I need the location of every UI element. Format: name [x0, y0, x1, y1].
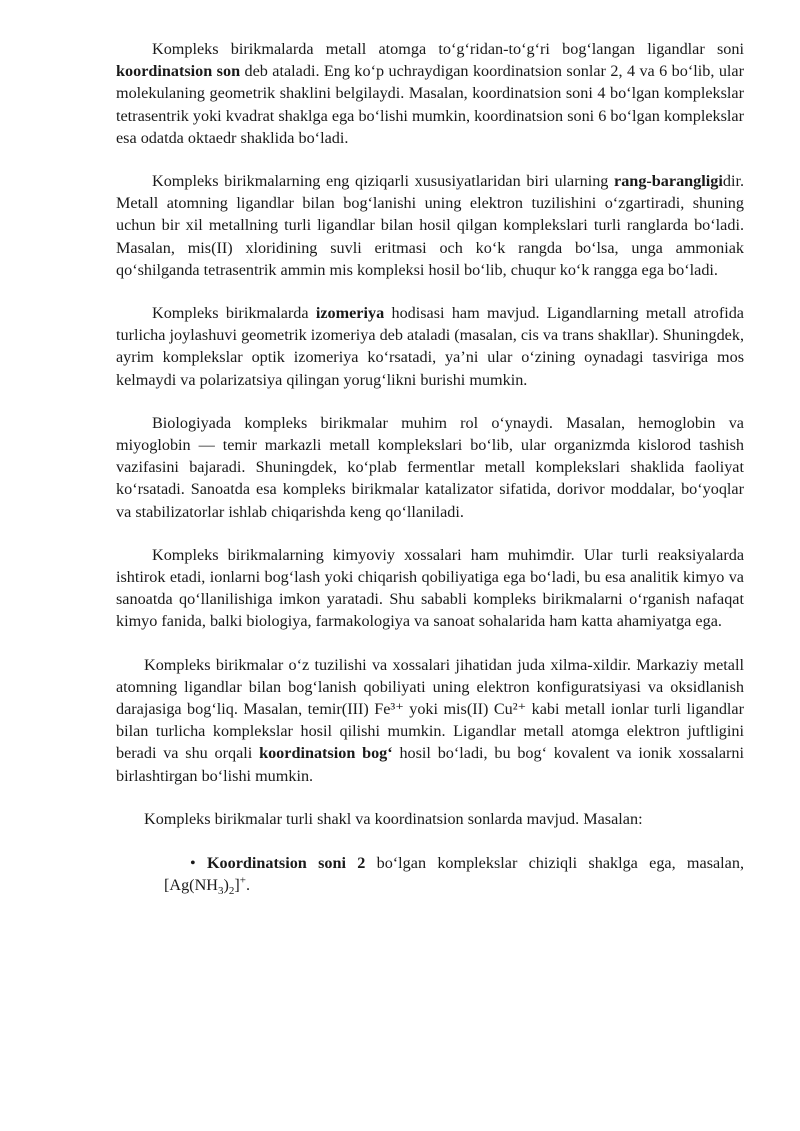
paragraph-coordination-number — [116, 38, 744, 149]
subscript: 2 — [228, 885, 235, 898]
list-item — [164, 852, 744, 896]
paragraph-isomerism — [116, 302, 744, 391]
text-run: hosil bo‘ladi, bu bog‘ kovalent va ionik xossalarni birlashtirgan bo‘lishi mumkin. — [116, 744, 745, 785]
text-run: bo‘lgan komplekslar chiziqli shaklga ega, masalan, [Ag(NH — [164, 854, 744, 895]
text-run: hodisasi ham mavjud. Ligandlarning metall atrofida turlicha joylashuvi geometrik izomeriya deb ataladi (masalan, cis va trans shakllar). Shuningdek, ayrim komplekslar optik izomeriya ko‘rsatadi, ya’ni ular o‘zining oynadagi tasviriga mos kelmaydi va polarizatsiya qilingan yorug‘likni burishi mumkin. — [116, 304, 744, 389]
document-page — [116, 38, 744, 897]
text-run: . — [245, 876, 250, 895]
superscript: + — [239, 874, 246, 887]
bullet-marker: • — [190, 854, 196, 873]
bold-term: Koordinatsion soni 2 — [206, 854, 366, 873]
text-run: Kompleks birikmalar o‘z tuzilishi va xossalari jihatidan juda xilma-xildir. Markaziy metall atomning ligandlar bilan bog‘lanish qobiliyati uning elektron konfiguratsiyasi va oksidlanish darajasiga bog‘liq. Masalan, temir(III) Fe³⁺ yoki mis(II) Cu²⁺ kabi metall ionlar turli ligandlar bilan turlicha komplekslar hosil qilishi mumkin. Ligandlar metall atomga elektron juftligini beradi va shu orqali — [116, 655, 744, 763]
text-run: Kompleks birikmalarda — [152, 304, 316, 323]
paragraph-chemical-properties: Kompleks birikmalarning kimyoviy xossalari ham muhimdir. Ular turli reaksiyalarda ishtirok etadi, ionlarni bog‘lash yoki chiqarish qobiliyatiga ega bo‘ladi, bu esa analitik kimyo va sanoatda qo‘llanilishiga imkon yaratadi. Shu sababli kompleks birikmalarni o‘rganish nafaqat kimyo fanida, balki biologiya, farmakologiya va sanoat sohalarida ham katta ahamiyatga ega. — [116, 545, 744, 631]
bold-term: izomeriya — [315, 304, 385, 323]
text-run: dir. Metall atomning ligandlar bilan bog‘lanishi uning elektron tuzilishini o‘zgartiradi, shuning uchun bir xil metallning turli ligandlar bilan hosil qilgan komplekslari turli ranglarda bo‘ladi. Masalan, mis(II) xloridining suvli eritmasi och ko‘k rangda bo‘lsa, unga ammoniak qo‘shilganda tetrasentrik ammin mis kompleksi hosil bo‘lib, chuqur ko‘k rangga ega bo‘ladi. — [116, 172, 744, 279]
paragraph-structure-variety — [116, 654, 744, 787]
text-run: deb ataladi. Eng ko‘p uchraydigan koordinatsion sonlar 2, 4 va 6 bo‘lib, ular molekulaning geometrik shaklini belgilaydi. Masalan, koordinatsion soni 4 bo‘lgan komplekslar tetrasentrik yoki kvadrat shaklga ega bo‘lishi mumkin, koordinatsion soni 6 bo‘lgan komplekslar esa odatda oktaedr shaklida bo‘ladi. — [116, 62, 744, 147]
text-run: ) — [223, 876, 229, 895]
subscript: 3 — [217, 885, 224, 898]
bullet-list — [116, 852, 744, 896]
text-run: ] — [234, 876, 240, 895]
paragraph-shapes-intro: Kompleks birikmalar turli shakl va koordinatsion sonlarda mavjud. Masalan: — [144, 809, 643, 828]
bold-term: rang-barangligi — [614, 172, 723, 191]
text-run: Kompleks birikmalarda metall atomga to‘g‘ridan-to‘g‘ri bog‘langan ligandlar soni — [152, 40, 744, 58]
bold-term: koordinatsion son — [116, 62, 241, 81]
paragraph-colors — [116, 170, 744, 281]
text-run: Kompleks birikmalarning eng qiziqarli xususiyatlaridan biri ularning — [152, 172, 615, 191]
bold-term: koordinatsion bog‘ — [259, 744, 393, 763]
paragraph-biology: Biologiyada kompleks birikmalar muhim rol o‘ynaydi. Masalan, hemoglobin va miyoglobin — temir markazli metall komplekslari bo‘lib, ular organizmda kislorod tashish vazifasini bajaradi. Shuningdek, ko‘plab fermentlar metall komplekslari shaklida faoliyat ko‘rsatadi. Sanoatda esa kompleks birikmalar katalizator sifatida, dorivor moddalar, bo‘yoqlar va stabilizatorlar ishlab chiqarishda keng qo‘llaniladi. — [116, 413, 744, 521]
